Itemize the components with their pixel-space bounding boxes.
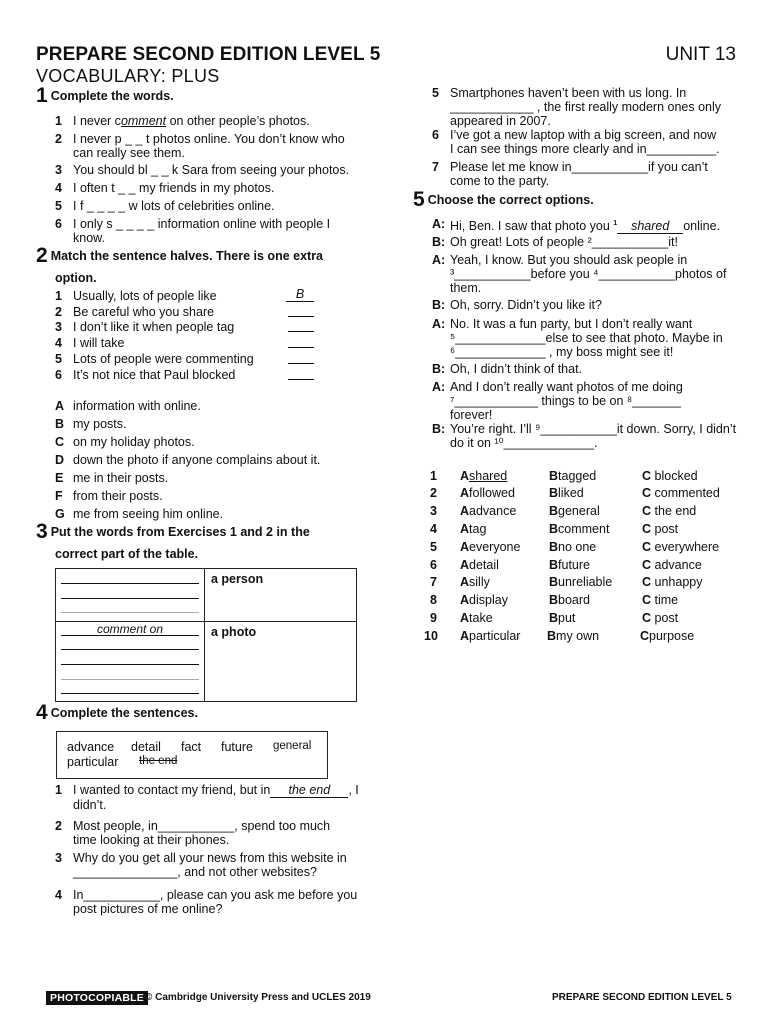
option-c-text: the end [654,504,697,518]
row-number: 7 [430,575,437,589]
option-a-text: display [469,593,508,607]
item-text: You should bl _ _ k Sara from seeing your photos. [73,163,350,177]
option-a[interactable]: A tag [460,522,487,536]
item-text: It’s not nice that Paul blocked [73,368,236,382]
ex1-heading [36,84,174,107]
option-b[interactable]: B comment [549,522,610,536]
table-divider [204,569,205,701]
option-text: on my holiday photos. [73,435,195,449]
option-c-text: purpose [649,629,695,643]
item-text: I never c [73,114,121,128]
item-number: 2 [55,819,62,833]
item-text: In___________, please can you ask me before you [73,888,358,902]
item-number: 6 [432,128,439,142]
item-text: Please let me know in___________if you can’t [450,160,708,174]
item-number: 4 [55,181,62,195]
ex5-number: 5 [413,188,425,211]
item-text: I often t _ _ my friends in my photos. [73,181,275,195]
option-b[interactable]: B liked [549,486,584,500]
option-b[interactable]: B put [549,611,576,625]
dialogue-text: Hi, Ben. I saw that photo you [450,219,614,234]
speaker: B: [432,362,446,376]
box-word: general [273,740,312,752]
ex2-heading [36,244,324,267]
ex3-heading [36,520,310,543]
box-word: fact [181,740,202,754]
item-text: ____________ , the first really modern ones only [450,100,722,114]
option-a[interactable]: A take [460,611,493,625]
option-b[interactable]: B general [549,504,600,518]
match-blank-2[interactable] [288,316,314,317]
table-blank[interactable] [61,664,199,665]
box-word: particular [67,755,119,769]
option-b-text: unreliable [558,575,613,589]
ex4-number: 4 [36,701,48,724]
option-b-text: no one [558,540,597,554]
box-word-used: the end [139,755,178,767]
option-b[interactable]: B future [549,558,590,572]
option-a-text: silly [469,575,490,589]
dialogue-text: You’re right. I’ll ⁹___________it down. Sorry, I didn’t [450,422,737,436]
photocopiable-badge: PHOTOCOPIABLE [46,991,148,1005]
option-c-text: advance [654,558,702,572]
option-a[interactable]: A advance [460,504,517,518]
ex2-title-line2: option. [55,271,97,285]
option-letter: G [55,507,65,521]
item-number: 1 [55,114,62,128]
item-text: I only s _ _ _ _ information online with people I know. [73,217,331,245]
table-blank[interactable] [61,649,199,650]
option-a[interactable]: A followed [460,486,515,500]
table-label-photo: a photo [211,625,257,639]
match-blank-3[interactable] [288,331,314,332]
speaker: A: [432,253,446,267]
item-number: 2 [55,132,62,146]
ex1-number: 1 [36,84,48,107]
item-text: appeared in 2007. [450,114,551,128]
item-text: I wanted to contact my friend, but in [73,783,271,797]
word-box [56,731,328,779]
option-a-text: particular [469,629,521,643]
option-c-text: post [654,611,679,625]
option-a-text: tag [469,522,487,536]
option-c-text: unhappy [654,575,703,589]
item-text: I don’t like it when people tag [73,320,235,334]
table-blank[interactable] [61,693,199,694]
option-a[interactable]: A everyone [460,540,521,554]
option-b-text: general [558,504,600,518]
option-c[interactable]: C post [642,611,679,625]
ex5-title: Choose the correct options. [427,193,594,207]
option-a-text: advance [469,504,517,518]
example-answer: shared [617,219,683,234]
row-number: 9 [430,611,437,625]
option-b-text: put [558,611,576,625]
option-c[interactable]: C post [642,522,679,536]
option-text: me from seeing him online. [73,507,224,521]
item-text: post pictures of me online? [73,902,223,916]
item-text: Why do you get all your news from this website in [73,851,347,865]
option-a[interactable]: A detail [460,558,499,572]
copyright: © Cambridge University Press and UCLES 2019 [145,992,371,1003]
dialogue-text: online. [683,219,721,234]
option-c-text: everywhere [654,540,720,554]
option-letter: B [55,417,65,431]
dialogue-text: ³___________before you ⁴___________photos of [450,267,727,281]
dialogue-text: No. It was a fun party, but I don’t really want [450,317,693,331]
option-c[interactable]: C everywhere [642,540,720,554]
item-text: on other people’s photos. [166,114,310,128]
speaker: A: [432,217,446,231]
item-text: , I didn’t. [73,783,359,812]
option-letter: C [55,435,65,449]
item-text: Smartphones haven’t been with us long. In [450,86,687,100]
item-number: 5 [55,352,62,366]
match-answer-1: B [286,288,314,302]
ex1-title: Complete the words. [50,89,174,103]
option-a-text: followed [469,486,515,500]
item-text: Most people, in___________, spend too much [73,819,331,833]
ex3-number: 3 [36,520,48,543]
option-b[interactable]: B my own [547,629,600,643]
dialogue-text: Yeah, I know. But you should ask people in [450,253,688,267]
option-b[interactable]: B board [549,593,591,607]
table-blank[interactable] [61,679,199,680]
row-number: 4 [430,522,437,536]
row-number: 6 [430,558,437,572]
box-word: detail [131,740,161,754]
page-title: PREPARE SECOND EDITION LEVEL 5 [36,44,381,65]
option-b-text: liked [558,486,584,500]
table-blank[interactable] [61,612,199,613]
item-text: come to the party. [450,174,550,188]
item-number: 3 [55,851,62,865]
item-number: 3 [55,163,62,177]
page-subtitle: VOCABULARY: PLUS [36,66,220,86]
option-a-text: detail [469,558,499,572]
option-text: my posts. [73,417,127,431]
option-a-text: take [469,611,493,625]
dialogue-text: And I don’t really want photos of me doing [450,380,683,394]
match-blank-5[interactable] [288,363,314,364]
item-text: time looking at their phones. [73,833,230,847]
dialogue-text: ⁷____________ things to be on ⁸_______ [450,394,681,408]
row-number: 2 [430,486,437,500]
option-b[interactable]: B no one [549,540,597,554]
option-c-text: blocked [654,469,698,483]
option-b-text: board [558,593,591,607]
ex3-title: Put the words from Exercises 1 and 2 in the [50,525,310,539]
ex3-title-line2: correct part of the table. [55,547,199,561]
option-c[interactable]: C commented [642,486,720,500]
option-c-text: time [654,593,679,607]
item-text: Usually, lots of people like [73,289,217,303]
dialogue-text: do it on ¹⁰_____________. [450,436,598,450]
option-c-text: commented [654,486,720,500]
table-blank[interactable] [61,583,199,584]
dialogue-text: ⁶_____________ , my boss might see it! [450,345,674,359]
option-b-text: tagged [558,469,597,483]
option-a[interactable]: A shared [460,469,508,483]
option-text: information with online. [73,399,201,413]
item-number: 2 [55,305,62,319]
table-label-person: a person [211,572,264,586]
option-letter: F [55,489,63,503]
option-a[interactable]: A particular [460,629,521,643]
example-answer: the end [270,783,348,798]
item-number: 3 [55,320,62,334]
row-number: 3 [430,504,437,518]
word-table [55,568,357,702]
unit-label: UNIT 13 [665,44,736,65]
match-blank-4[interactable] [288,347,314,348]
ex2-title: Match the sentence halves. There is one extra [50,249,324,263]
option-a[interactable]: A silly [460,575,490,589]
item-number: 1 [55,783,62,797]
gap-number: 1 [613,220,618,227]
item-text: I can see things more clearly and in__________. [450,142,720,156]
item-number: 7 [432,160,439,174]
dialogue-text: Oh, sorry. Didn’t you like it? [450,298,602,312]
ex2-number: 2 [36,244,48,267]
option-c[interactable]: C unhappy [642,575,703,589]
ex4-heading [36,701,198,724]
speaker: A: [432,380,446,394]
box-word: future [221,740,253,754]
option-text: me in their posts. [73,471,169,485]
item-number: 6 [55,368,62,382]
item-text: I never p _ _ t photos online. You don’t know who can really see them. [73,132,345,160]
item-number: 5 [55,199,62,213]
option-a-text: everyone [469,540,521,554]
option-letter: D [55,453,65,467]
row-number: 5 [430,540,437,554]
option-letter: E [55,471,64,485]
item-text: Be careful who you share [73,305,215,319]
box-word: advance [67,740,115,754]
footer-title: PREPARE SECOND EDITION LEVEL 5 [552,992,732,1003]
option-text: from their posts. [73,489,163,503]
row-number: 10 [424,629,438,643]
item-text: _______________, and not other websites? [73,865,317,879]
speaker: B: [432,422,446,436]
option-c[interactable]: C blocked [642,469,698,483]
option-letter: A [55,399,65,413]
option-b[interactable]: B unreliable [549,575,613,589]
dialogue-text: ⁵_____________else to see that photo. Maybe in [450,331,723,345]
item-number: 4 [55,336,62,350]
option-c[interactable]: C the end [642,504,697,518]
match-blank-6[interactable] [288,379,314,380]
dialogue-text: Oh, I didn’t think of that. [450,362,583,376]
option-b-text: future [558,558,590,572]
option-b-text: comment [558,522,610,536]
option-a-text: shared [469,469,508,483]
item-text: Lots of people were commenting [73,352,254,366]
option-c[interactable]: C advance [642,558,702,572]
item-text: I will take [73,336,125,350]
dialogue-text: Oh great! Lots of people ²___________it! [450,235,678,249]
dialogue-text: forever! [450,408,493,422]
row-number: 8 [430,593,437,607]
speaker: A: [432,317,446,331]
row-number: 1 [430,469,437,483]
table-blank[interactable] [61,598,199,599]
ex4-title: Complete the sentences. [50,706,198,720]
speaker: B: [432,298,446,312]
option-a[interactable]: A display [460,593,508,607]
item-number: 4 [55,888,62,902]
item-text: I f _ _ _ _ w lots of celebrities online. [73,199,275,213]
item-number: 1 [55,289,62,303]
option-text: down the photo if anyone complains about it. [73,453,321,467]
item-number: 5 [432,86,439,100]
table-example: comment on [61,622,199,636]
option-c[interactable]: C time [642,593,679,607]
ex5-heading [413,188,594,211]
item-text: I’ve got a new laptop with a big screen, and now [450,128,717,142]
option-b-text: my own [556,629,600,643]
option-c[interactable]: C purpose [640,629,695,643]
item-number: 6 [55,217,62,231]
example-answer: omment [120,114,167,128]
dialogue-text: them. [450,281,482,295]
option-c-text: post [654,522,679,536]
option-b[interactable]: B tagged [549,469,597,483]
speaker: B: [432,235,446,249]
